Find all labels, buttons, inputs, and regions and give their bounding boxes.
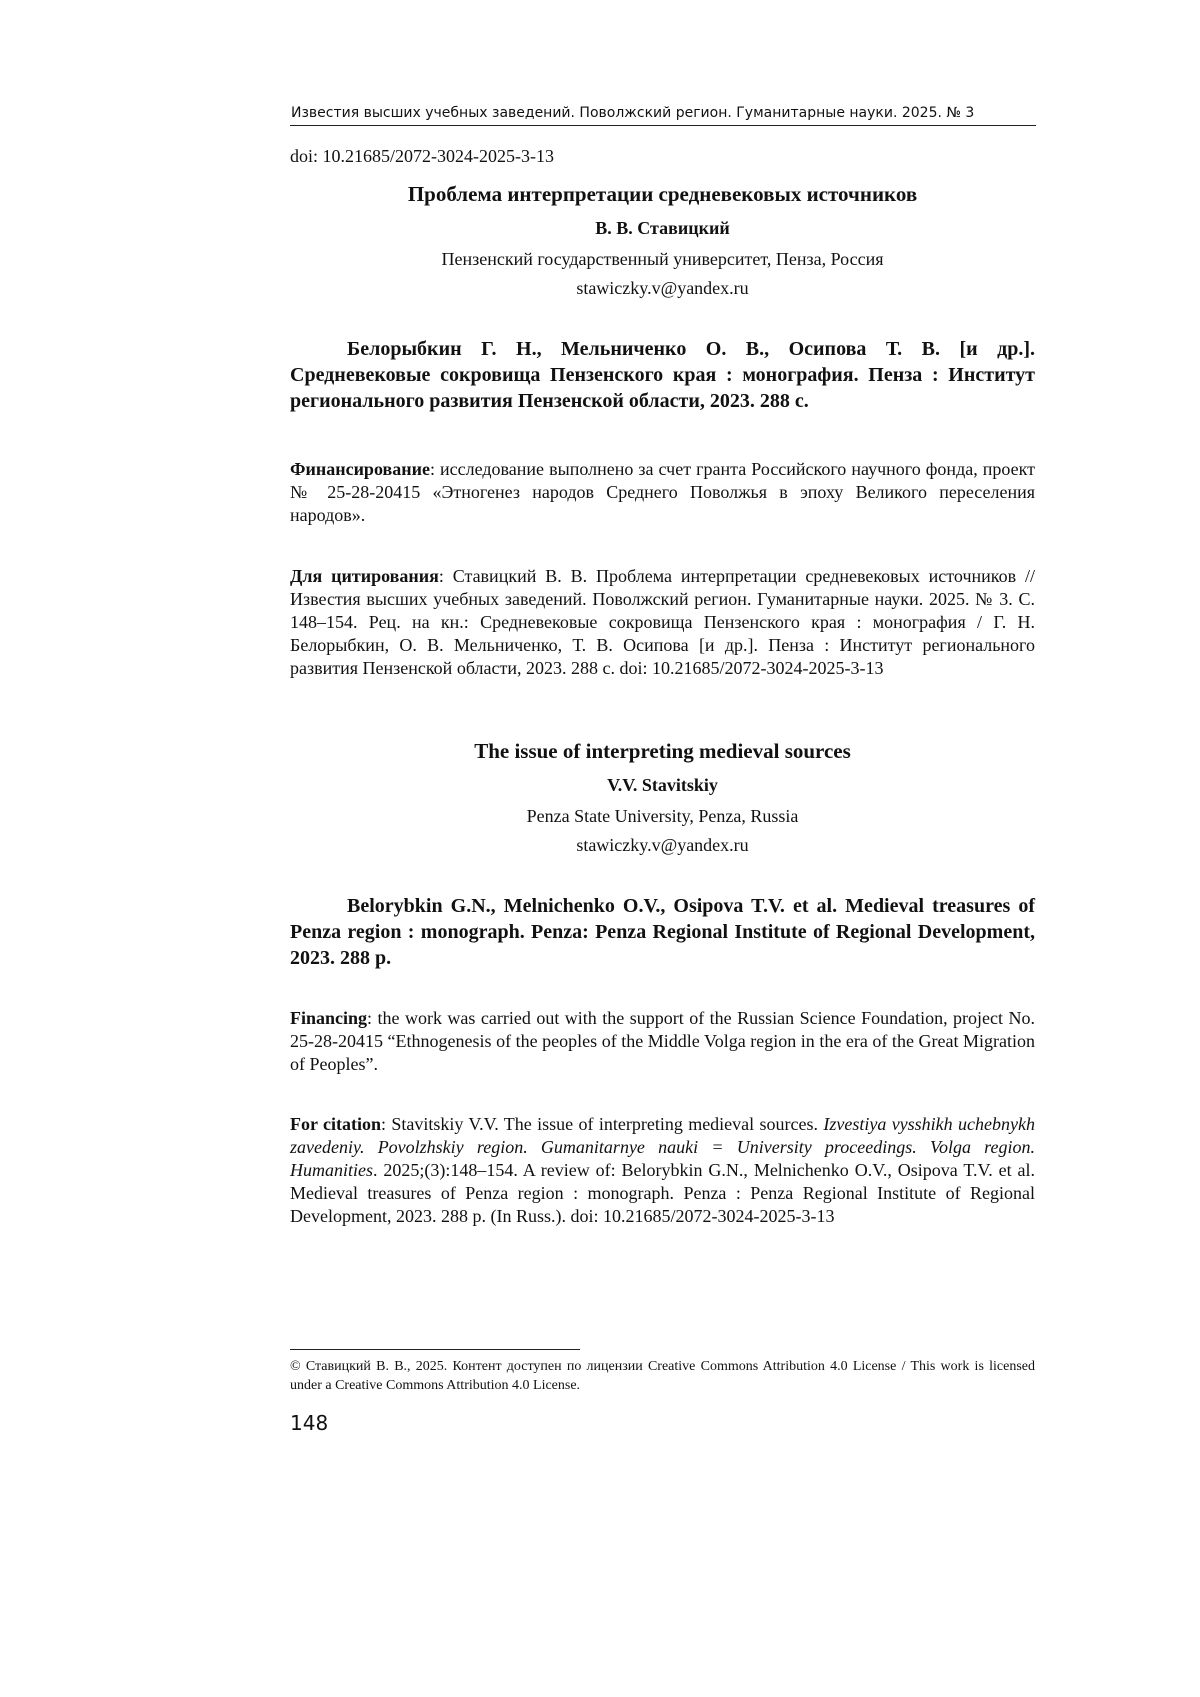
citation-label-ru: Для цитирования: [290, 566, 439, 586]
reviewed-work-ru: Белорыбкин Г. Н., Мельниченко О. В., Осипова Т. В. [и др.]. Средневековые сокровища Пензенского края : монография. Пенза : Институт регионального развития Пензенской области, 2023. 288 с.: [290, 338, 1035, 412]
email-en: stawiczky.v@yandex.ru: [576, 835, 749, 855]
funding-label-ru: Финансирование: [290, 459, 430, 479]
license-footnote: © Ставицкий В. В., 2025. Контент доступен по лицензии Creative Commons Attribution 4.0 License / This work is licensed under a Creative Commons Attribution 4.0 License.: [290, 1359, 1035, 1393]
funding-text-en: : the work was carried out with the support of the Russian Science Foundation, project No. 25-28-20415 “Ethnogenesis of the peoples of the Middle Volga region in the era of the Great Migration of Peoples”.: [290, 1008, 1035, 1074]
citation-ru: [290, 565, 1035, 680]
funding-ru: [290, 458, 1035, 527]
author-en: V.V. Stavitskiy: [607, 775, 718, 795]
funding-label-en: Financing: [290, 1008, 368, 1028]
funding-text-ru: : исследование выполнено за счет гранта Российского научного фонда, проект № 25-28-20415 «Этногенез народов Среднего Поволжья в эпоху Великого переселения народов».: [290, 459, 1035, 525]
doi: doi: 10.21685/2072-3024-2025-3-13: [290, 146, 554, 166]
citation-label-en: For citation: [290, 1114, 382, 1134]
article-title-ru: Проблема интерпретации средневековых источников: [407, 182, 918, 206]
funding-en: [290, 1007, 1035, 1076]
footnote-divider: [290, 1349, 580, 1350]
reviewed-work-en: Belorybkin G.N., Melnichenko O.V., Osipova T.V. et al. Medieval treasures of Penza region : monograph. Penza: Penza Regional Institute of Regional Development, 2023. 288 p.: [290, 895, 1035, 969]
page-number: 148: [290, 1411, 329, 1435]
citation-text-en-1: : Stavitskiy V.V. The issue of interpreting medieval sources.: [381, 1114, 824, 1134]
citation-en: [290, 1113, 1035, 1228]
author-ru: В. В. Ставицкий: [595, 218, 730, 238]
affiliation-en: Penza State University, Penza, Russia: [526, 806, 799, 826]
article-title-en: The issue of interpreting medieval sources: [474, 739, 851, 763]
email-ru: stawiczky.v@yandex.ru: [576, 278, 749, 298]
citation-text-en-2: . 2025;(3):148–154. A review of: Belorybkin G.N., Melnichenko O.V., Osipova T.V. et al. Medieval treasures of Penza region : monograph. Penza : Penza Regional Institute of Regional Development, 2023. 288 p. (In Russ.). doi: 10.21685/2072-3024-2025-3-13: [290, 1160, 1035, 1226]
running-head: Известия высших учебных заведений. Поволжский регион. Гуманитарные науки. 2025. № 3: [290, 104, 1036, 126]
citation-journal-en: Izvestiya vysshikh uchebnykh zavedeniy. Povolzhskiy region. Gumanitarnye nauki = University proceedings. Volga region. Humanities: [290, 1114, 1035, 1180]
affiliation-ru: Пензенский государственный университет, Пенза, Россия: [441, 249, 884, 269]
citation-text-ru: : Ставицкий В. В. Проблема интерпретации средневековых источников // Известия высших учебных заведений. Поволжский регион. Гуманитарные науки. 2025. № 3. С. 148–154. Рец. на кн.: Средневековые сокровища Пензенского края : монография / Г. Н. Белорыбкин, О. В. Мельниченко, Т. В. Осипова [и др.]. Пенза : Институт регионального развития Пензенской области, 2023. 288 с. doi: 10.21685/2072-3024-2025-3-13: [290, 566, 1035, 678]
